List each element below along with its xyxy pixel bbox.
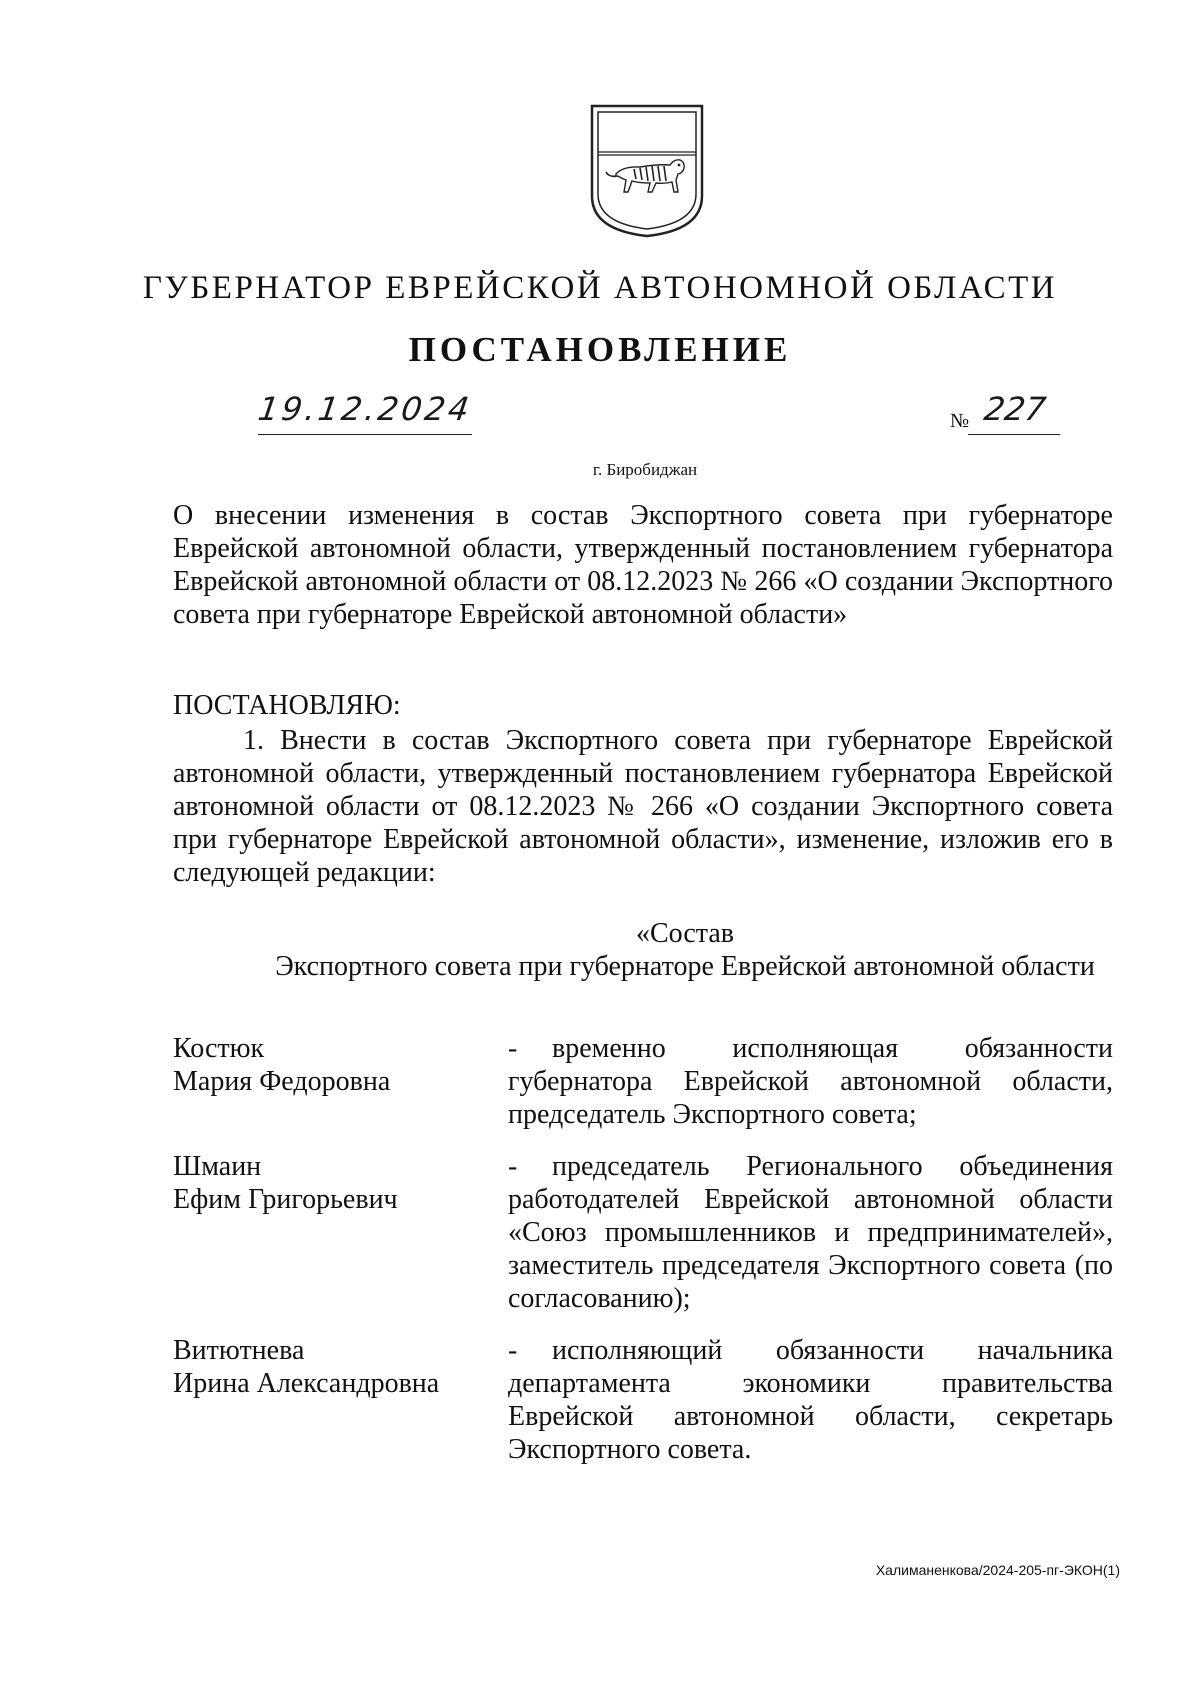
member-given-name: Ефим Григорьевич bbox=[173, 1184, 398, 1215]
member-name bbox=[173, 1150, 473, 1216]
issuing-authority: ГУБЕРНАТОР ЕВРЕЙСКОЙ АВТОНОМНОЙ ОБЛАСТИ bbox=[142, 270, 1058, 306]
composition-title-line1: «Состав bbox=[635, 918, 735, 949]
date-underline bbox=[258, 434, 472, 435]
member-given-name: Мария Федоровна bbox=[173, 1066, 391, 1097]
number-underline bbox=[968, 434, 1060, 435]
document-type: ПОСТАНОВЛЕНИЕ bbox=[408, 330, 792, 369]
member-name bbox=[173, 1032, 473, 1098]
issue-city: г. Биробиджан bbox=[592, 460, 698, 479]
member-role: исполняющий обязанности начальника департамента экономики правительства Еврейской автономной области, секретарь Экспортного совета. bbox=[508, 1335, 1113, 1465]
member-surname: Костюк bbox=[173, 1033, 265, 1064]
number-sign: № bbox=[950, 410, 970, 432]
member-role: временно исполняющая обязанности губернатора Еврейской автономной области, председатель Экспортного совета; bbox=[508, 1033, 1113, 1130]
member-given-name: Ирина Александровна bbox=[173, 1368, 440, 1399]
document-title: О внесении изменения в состав Экспортного совета при губернаторе Еврейской автономной области, утвержденный постановлением губернатора Еврейской автономной области от 08.12.2023 № 266 «О создании Экспортного совета при губернаторе Еврейской автономной области» bbox=[173, 500, 1113, 630]
document-date: 19.12.2024 bbox=[255, 390, 475, 428]
member-dash: - bbox=[508, 1033, 518, 1064]
coat-of-arms-tiger-icon bbox=[588, 104, 706, 238]
member-role: председатель Регионального объединения работодателей Еврейской автономной области «Союз промышленников и предпринимателей», заместитель председателя Экспортного совета (по согласованию); bbox=[508, 1151, 1113, 1314]
composition-title-line2: Экспортного совета при губернаторе Еврейской автономной области bbox=[275, 951, 1095, 982]
decree-word: ПОСТАНОВЛЯЮ: bbox=[173, 690, 401, 721]
member-name bbox=[173, 1334, 473, 1400]
paragraph-1: 1. Внести в состав Экспортного совета при губернаторе Еврейской автономной области, утвержденный постановлением губернатора Еврейской автономной области от 08.12.2023 № 266 «О создании Экспортного совета при губернаторе Еврейской автономной области», изменение, изложив его в следующей редакции: bbox=[173, 725, 1113, 888]
footer-reference: Халиманенкова/2024-205-пг-ЭКОН(1) bbox=[875, 1562, 1120, 1578]
document-number: 227 bbox=[981, 390, 1049, 428]
member-dash: - bbox=[508, 1151, 518, 1182]
member-surname: Витютнева bbox=[173, 1335, 305, 1366]
member-dash: - bbox=[508, 1335, 518, 1366]
member-surname: Шмаин bbox=[173, 1151, 262, 1182]
